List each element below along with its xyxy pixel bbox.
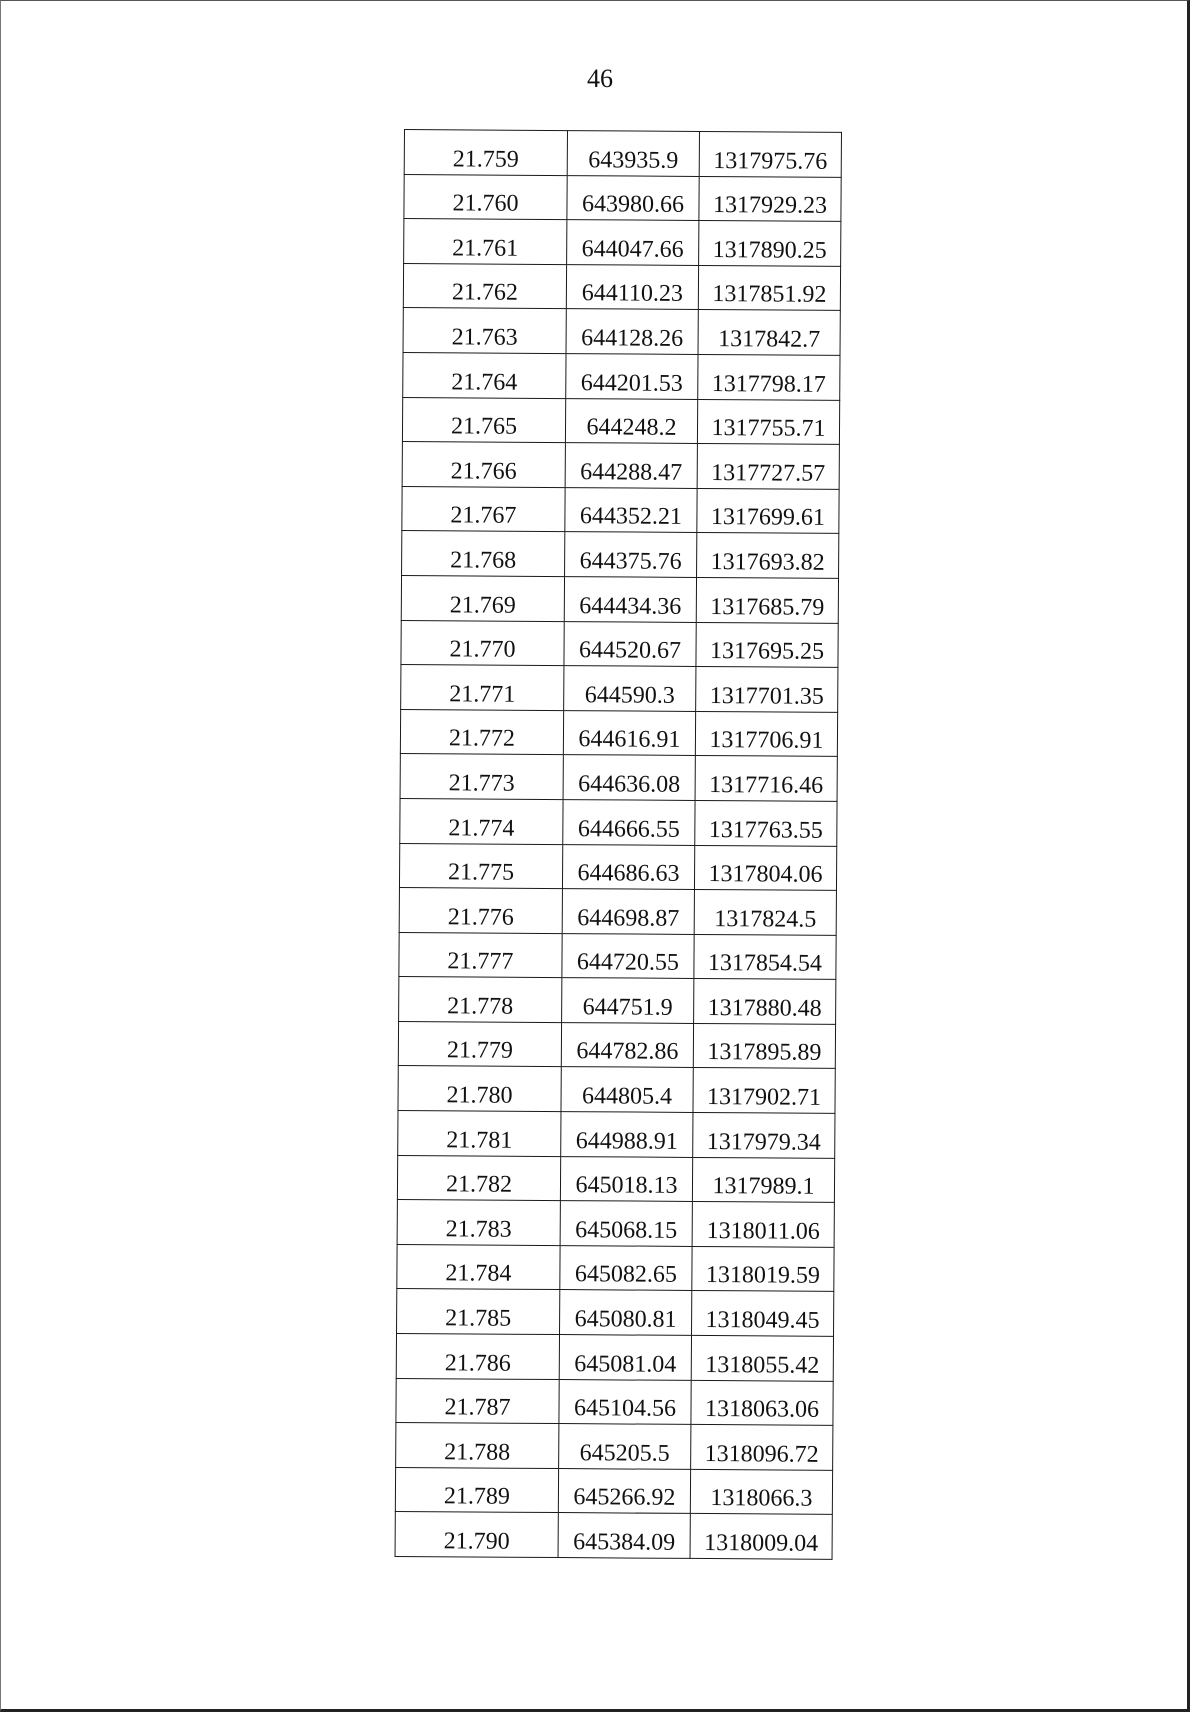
point-id-cell: 21.761 <box>404 219 567 265</box>
y-coordinate-cell: 1318096.72 <box>691 1425 833 1471</box>
x-coordinate-cell: 644590.3 <box>564 666 696 711</box>
point-id-cell: 21.777 <box>399 932 562 978</box>
point-id-cell: 21.774 <box>400 798 563 844</box>
x-coordinate-cell: 644434.36 <box>564 577 696 622</box>
table-row <box>398 1021 835 1068</box>
point-id-cell: 21.760 <box>404 174 567 220</box>
point-id-cell: 21.782 <box>397 1155 560 1201</box>
y-coordinate-cell: 1317902.71 <box>693 1068 835 1114</box>
point-id-cell: 21.779 <box>398 1021 561 1067</box>
y-coordinate-cell: 1317842.7 <box>698 310 840 356</box>
x-coordinate-cell: 645082.65 <box>560 1245 692 1290</box>
y-coordinate-cell: 1317975.76 <box>699 131 841 177</box>
table-row <box>400 754 837 801</box>
point-id-cell: 21.764 <box>403 352 566 398</box>
x-coordinate-cell: 644782.86 <box>561 1022 693 1067</box>
table-row <box>400 709 837 756</box>
y-coordinate-cell: 1317989.1 <box>692 1157 834 1203</box>
table-row <box>401 620 838 667</box>
table-row <box>399 932 836 979</box>
x-coordinate-cell: 644128.26 <box>566 309 698 354</box>
point-id-cell: 21.771 <box>401 665 564 711</box>
table-row <box>397 1289 834 1336</box>
table-row <box>400 798 837 845</box>
x-coordinate-cell: 644666.55 <box>563 799 695 844</box>
table-row <box>402 397 839 444</box>
table-row <box>404 174 841 221</box>
point-id-cell: 21.789 <box>395 1467 558 1513</box>
table-row <box>403 263 840 310</box>
x-coordinate-cell: 644805.4 <box>561 1067 693 1112</box>
point-id-cell: 21.778 <box>399 977 562 1023</box>
table-row <box>397 1244 834 1291</box>
table-row <box>396 1423 833 1470</box>
x-coordinate-cell: 645104.56 <box>559 1379 691 1424</box>
x-coordinate-cell: 645068.15 <box>560 1201 692 1246</box>
y-coordinate-cell: 1317727.57 <box>697 444 839 490</box>
point-id-cell: 21.767 <box>402 486 565 532</box>
point-id-cell: 21.775 <box>399 843 562 889</box>
table-row <box>397 1155 834 1202</box>
y-coordinate-cell: 1317880.48 <box>694 979 836 1025</box>
table-row <box>402 531 839 578</box>
x-coordinate-cell: 645266.92 <box>558 1468 690 1513</box>
table-row <box>399 888 836 935</box>
point-id-cell: 21.762 <box>403 263 566 309</box>
point-id-cell: 21.769 <box>401 575 564 621</box>
point-id-cell: 21.780 <box>398 1066 561 1112</box>
y-coordinate-cell: 1317854.54 <box>694 934 836 980</box>
point-id-cell: 21.790 <box>395 1512 558 1558</box>
x-coordinate-cell: 643935.9 <box>567 131 699 176</box>
y-coordinate-cell: 1318066.3 <box>690 1469 832 1515</box>
x-coordinate-cell: 644047.66 <box>567 220 699 265</box>
table-row <box>395 1467 832 1514</box>
table-row <box>402 486 839 533</box>
y-coordinate-cell: 1317979.34 <box>693 1113 835 1159</box>
x-coordinate-cell: 644375.76 <box>565 532 697 577</box>
y-coordinate-cell: 1318063.06 <box>691 1380 833 1426</box>
table-row <box>396 1334 833 1381</box>
x-coordinate-cell: 644686.63 <box>562 844 694 889</box>
y-coordinate-cell: 1317699.61 <box>697 488 839 534</box>
y-coordinate-cell: 1317763.55 <box>695 800 837 846</box>
point-id-cell: 21.766 <box>402 442 565 488</box>
x-coordinate-cell: 644698.87 <box>562 889 694 934</box>
coordinates-table <box>395 129 842 1560</box>
y-coordinate-cell: 1317824.5 <box>694 890 836 936</box>
point-id-cell: 21.763 <box>403 308 566 354</box>
y-coordinate-cell: 1317755.71 <box>697 399 839 445</box>
y-coordinate-cell: 1317706.91 <box>695 711 837 757</box>
y-coordinate-cell: 1317890.25 <box>699 221 841 267</box>
x-coordinate-cell: 644636.08 <box>563 755 695 800</box>
table-row <box>403 308 840 355</box>
y-coordinate-cell: 1318055.42 <box>691 1335 833 1381</box>
table-row <box>404 219 841 266</box>
table-row <box>398 1066 835 1113</box>
y-coordinate-cell: 1317798.17 <box>698 354 840 400</box>
x-coordinate-cell: 645081.04 <box>559 1335 691 1380</box>
y-coordinate-cell: 1317685.79 <box>696 577 838 623</box>
point-id-cell: 21.781 <box>398 1111 561 1157</box>
table-row <box>395 1512 832 1559</box>
y-coordinate-cell: 1317929.23 <box>699 176 841 222</box>
x-coordinate-cell: 645384.09 <box>558 1513 690 1558</box>
point-id-cell: 21.783 <box>397 1200 560 1246</box>
x-coordinate-cell: 645080.81 <box>560 1290 692 1335</box>
x-coordinate-cell: 643980.66 <box>567 175 699 220</box>
point-id-cell: 21.773 <box>400 754 563 800</box>
x-coordinate-cell: 644248.2 <box>565 398 697 443</box>
y-coordinate-cell: 1317851.92 <box>698 265 840 311</box>
table-row <box>398 1111 835 1158</box>
point-id-cell: 21.759 <box>404 130 567 176</box>
point-id-cell: 21.772 <box>400 709 563 755</box>
page-number: 46 <box>587 64 613 93</box>
table-row <box>396 1378 833 1425</box>
y-coordinate-cell: 1317693.82 <box>697 533 839 579</box>
table-row <box>399 843 836 890</box>
x-coordinate-cell: 644988.91 <box>561 1112 693 1157</box>
x-coordinate-cell: 644720.55 <box>562 933 694 978</box>
y-coordinate-cell: 1317701.35 <box>696 667 838 713</box>
point-id-cell: 21.785 <box>397 1289 560 1335</box>
table-row <box>401 575 838 622</box>
y-coordinate-cell: 1317804.06 <box>694 845 836 891</box>
table-row <box>403 352 840 399</box>
point-id-cell: 21.768 <box>402 531 565 577</box>
point-id-cell: 21.786 <box>396 1334 559 1380</box>
y-coordinate-cell: 1318049.45 <box>692 1291 834 1337</box>
y-coordinate-cell: 1318009.04 <box>690 1514 832 1560</box>
point-id-cell: 21.787 <box>396 1378 559 1424</box>
x-coordinate-cell: 645018.13 <box>560 1156 692 1201</box>
y-coordinate-cell: 1318011.06 <box>692 1202 834 1248</box>
point-id-cell: 21.765 <box>402 397 565 443</box>
x-coordinate-cell: 644616.91 <box>563 710 695 755</box>
point-id-cell: 21.770 <box>401 620 564 666</box>
x-coordinate-cell: 644520.67 <box>564 621 696 666</box>
point-id-cell: 21.784 <box>397 1244 560 1290</box>
y-coordinate-cell: 1317895.89 <box>693 1023 835 1069</box>
point-id-cell: 21.776 <box>399 888 562 934</box>
x-coordinate-cell: 644751.9 <box>562 978 694 1023</box>
y-coordinate-cell: 1317695.25 <box>696 622 838 668</box>
table-row <box>401 665 838 712</box>
table-row <box>399 977 836 1024</box>
x-coordinate-cell: 644201.53 <box>566 354 698 399</box>
y-coordinate-cell: 1318019.59 <box>692 1246 834 1292</box>
y-coordinate-cell: 1317716.46 <box>695 756 837 802</box>
x-coordinate-cell: 644110.23 <box>566 264 698 309</box>
table-row <box>397 1200 834 1247</box>
x-coordinate-cell: 644288.47 <box>565 443 697 488</box>
point-id-cell: 21.788 <box>396 1423 559 1469</box>
table-row <box>404 130 841 177</box>
x-coordinate-cell: 645205.5 <box>559 1424 691 1469</box>
x-coordinate-cell: 644352.21 <box>565 487 697 532</box>
coordinates-table-body <box>395 130 841 1560</box>
table-row <box>402 442 839 489</box>
